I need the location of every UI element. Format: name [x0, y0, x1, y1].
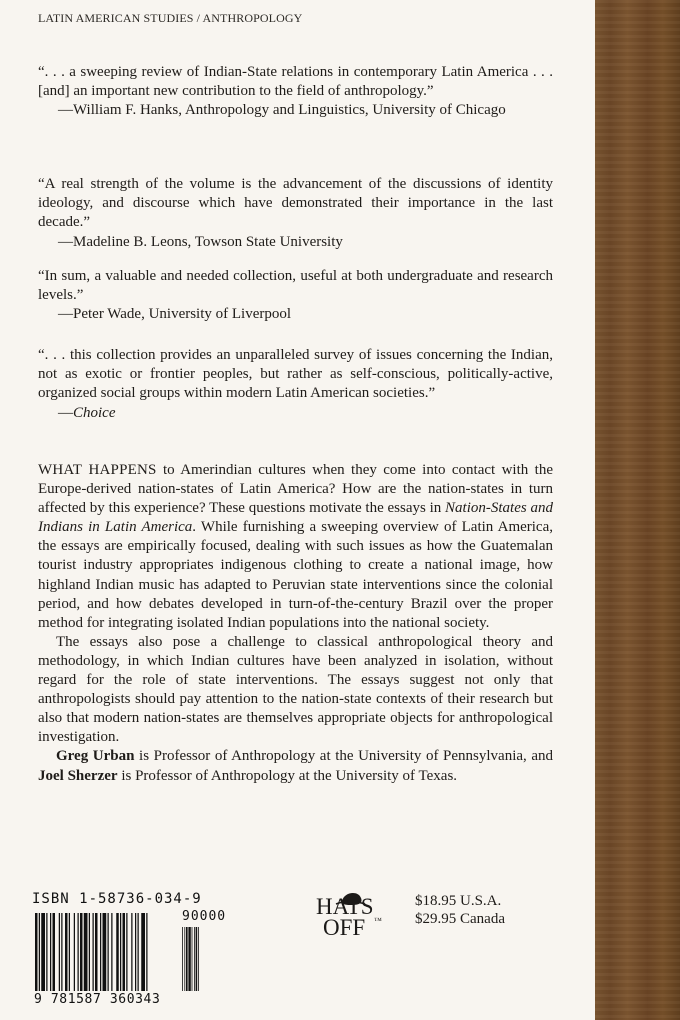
barcode-ean: 9 781587 360343 [34, 992, 161, 1007]
description-paragraph-1 [38, 461, 553, 633]
publisher-logo [316, 885, 396, 945]
blurb-attribution: —William F. Hanks, Anthropology and Linguistics, University of Chicago [58, 102, 506, 119]
description-text: . While furnishing a sweeping overview of Latin America, the essays are empirically focused, dealing with such issues as how the Guatemalan tourist industry appropriates indigenous clothing to create a national image, how highland Indian music has adapted to Peruvian state interventions since the colonial period, and how debates developed in turn-of-the-century Brazil over the proper method for integrating isolated Indian populations into the national society. [38, 519, 553, 631]
book-description [38, 461, 553, 786]
author-bio-text: is Professor of Anthropology at the University of Pennsylvania, and [134, 748, 553, 765]
spine-edge [595, 0, 680, 1020]
isbn-number: ISBN 1-58736-034-9 [32, 891, 202, 907]
blurb-text: “In sum, a valuable and needed collection, useful at both undergraduate and research levels.” [38, 268, 553, 304]
author-name: Joel Sherzer [38, 767, 118, 784]
blurb-choice [38, 346, 553, 423]
attribution-dash: — [58, 404, 73, 421]
description-lead: WHAT HAPPENS [38, 462, 157, 478]
author-bio [38, 747, 553, 785]
trademark-mark: ™ [374, 916, 382, 925]
author-name: Greg Urban [56, 748, 135, 765]
hat-icon [316, 885, 396, 945]
blurb-attribution: —Peter Wade, University of Liverpool [58, 306, 292, 323]
blurb-text: “A real strength of the volume is the advancement of the discussions of identity ideology, and discourse which have demonstrated their importance in the last decade.” [38, 176, 553, 231]
price-us: $18.95 U.S.A. [415, 893, 502, 909]
description-paragraph-2: The essays also pose a challenge to classical anthropological theory and methodology, in which Indian cultures have been analyzed in isolation, without regard for the role of state interventions. The essays suggest not only that anthropologists should pay attention to the nation-state contexts of their research but also that modern nation-states are themselves appropriate objects for anthropological investigation. [38, 633, 553, 746]
blurb-attribution: —Madeline B. Leons, Towson State University [58, 233, 343, 250]
price-canada: $29.95 Canada [415, 911, 505, 927]
blurb-attribution [38, 404, 553, 423]
blurb-leons [38, 175, 553, 252]
blurb-wade [38, 267, 553, 325]
series-heading: LATIN AMERICAN STUDIES / ANTHROPOLOGY [38, 11, 303, 25]
blurb-text: “. . . this collection provides an unparalleled survey of issues concerning the Indian, not as exotic or frontier peoples, but rather as self-conscious, politically-active, organized social groups within modern Latin American societies.” [38, 347, 553, 402]
description-text: to Amerindian cultures when they come into contact with the Europe-derived nation-states of Latin America? How are the nation-states in turn affected by this experience? These questions motivate the essays in [38, 462, 553, 517]
price-block [415, 892, 505, 928]
blurb-text: “. . . a sweeping review of Indian-State relations in contemporary Latin America . . . [and] an important new contribution to the field of anthropology.” [38, 64, 553, 100]
logo-line-1: HATS [316, 894, 374, 919]
attribution-source: Choice [73, 404, 116, 421]
author-bio-text: is Professor of Anthropology at the University of Texas. [117, 767, 458, 784]
barcode-block [32, 891, 227, 1013]
book-title: Nation-States and Indians in Latin America [38, 500, 553, 536]
blurb-hanks [38, 63, 553, 121]
logo-line-2: OFF [323, 915, 366, 940]
barcode-supplement: 90000 [182, 909, 227, 924]
